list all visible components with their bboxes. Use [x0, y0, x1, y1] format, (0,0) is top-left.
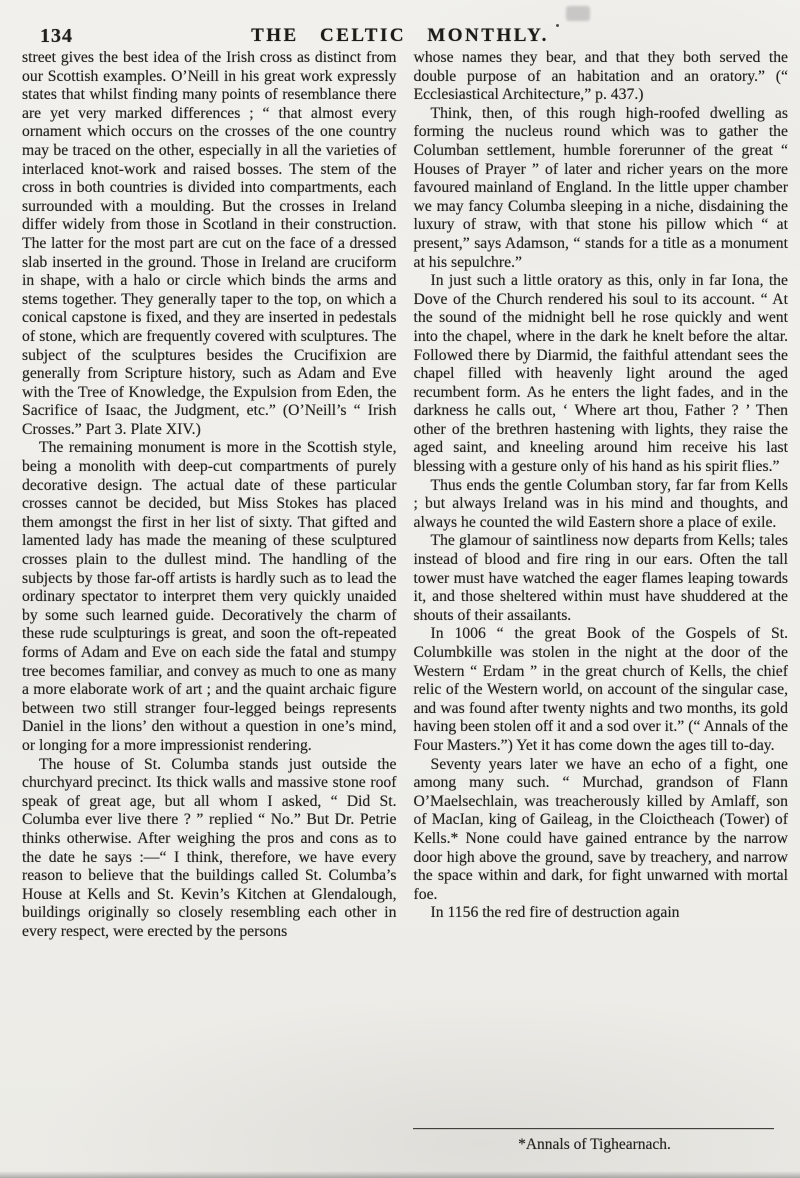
left-column [22, 49, 397, 942]
paragraph: street gives the best idea of the Irish cross as distinct from our Scottish examples. O’Neill in his great work expressly states that whilst finding many points of resemblance there are yet very marked differences ; “ that almost every ornament which occurs on the crosses of the one country may be traced on the other, especially in all the varieties of interlaced knot-work and raised bosses. The stem of the cross in both countries is divided into compartments, each surrounded with a moulding. But the crosses in Ireland differ widely from those in Scotland in their construction. The latter for the most part are cut on the face of a dressed slab inserted in the ground. Those in Ireland are cruciform in shape, with a halo or circle which binds the arms and stems together. They generally taper to the top, on which a conical capstone is fixed, and they are inserted in pedestals of stone, which are frequently covered with sculptures. The subject of the sculptures besides the Crucifixion are generally from Scripture history, such as Adam and Eve with the Tree of Knowledge, the Expulsion from Eden, the Sacrifice of Isaac, the Judgment, etc.” (O’Neill’s “ Irish Crosses.” Part 3. Plate XIV.) [22, 49, 397, 438]
footnote-rule [413, 1128, 774, 1129]
paragraph: Seventy years later we have an echo of a fight, one among many such. “ Murchad, grandson of Flann O’Maelsechlain, was treacherously killed by Amlaff, son of MacIan, king of Gaileag, in the Cloictheach (Tower) of Kells.* None could have gained entrance by the narrow door high above the ground, save by treachery, and narrow the space within and dark, for fight unwarned with mortal foe. [413, 755, 788, 903]
paragraph: whose names they bear, and that they both served the double purpose of an habitation and an oratory.” (“ Ecclesiastical Architecture,” p. 437.) [413, 49, 788, 104]
paragraph: In just such a little oratory as this, only in far Iona, the Dove of the Church rendered his soul to its account. “ At the sound of the midnight bell he rose quickly and went into the chapel, where in the dark he knelt before the altar. Followed there by Diarmid, the faithful attendant sees the chapel filled with heavenly light around the aged recumbent form. As he enters the light fades, and in the darkness he calls out, ‘ Where art thou, Father ? ’ Then other of the brethren hastening with lights, they raise the aged saint, and kneeling around him receive his last blessing with a gesture only of his hand as his spirit flies.” [413, 272, 788, 476]
ink-smudge [566, 6, 590, 21]
page-number: 134 [40, 25, 73, 47]
paragraph: Think, then, of this rough high-roofed dwelling as forming the nucleus round which was to gather the Columban settlement, humble forerunner of the great “ Houses of Prayer ” of later and richer years on the more favoured mainland of England. In the little upper chamber we may fancy Columba sleeping in a niche, disdaining the luxury of straw, with that stone his pillow which “ at present,” says Adamson, “ stands for a title as a monument at his sepulchre.” [413, 104, 788, 271]
right-column [414, 49, 789, 942]
paragraph: In 1006 “ the great Book of the Gospels of St. Columbkille was stolen in the night at the door of the Western “ Erdam ” in the great church of Kells, the chief relic of the Western world, on account of the singular case, and was found after twenty nights and two months, its gold having been stolen off it and a sod over it.” (“ Annals of the Four Masters.”) Yet it has come down the ages till to-day. [413, 625, 788, 754]
footnote [413, 1128, 776, 1154]
paragraph: The remaining monument is more in the Scottish style, being a monolith with deep-cut compartments of purely decorative design. The actual date of these particular crosses cannot be decided, but Miss Stokes has placed them amongst the first in her list of sixty. That gifted and lamented lady has made the meaning of these sculptured crosses plain to the dullest mind. The handling of the subjects by those far-off artists is hardly such as to lead the ordinary spectator to interpret them very quickly unaided by some such learned guide. Decoratively the charm of these rude sculpturings is great, and soon the oft-repeated forms of Adam and Eve on each side the fatal and stumpy tree becomes familiar, and convey as much to one as many a more elaborate work of art ; and the quaint archaic figure between two still stranger four-legged beings represents Daniel in the lions’ den without a question in one’s mind, or longing for a more impressionist rendering. [22, 439, 397, 754]
paragraph: In 1156 the red fire of destruction again [430, 904, 680, 922]
footnote-text: *Annals of Tighearnach. [518, 1136, 671, 1153]
paragraph: The glamour of saintliness now departs from Kells; tales instead of blood and fire ring in our ears. Often the tall tower must have watched the eager flames leaping towards it, and those sheltered within must have shuddered at the shouts of their assailants. [413, 532, 788, 624]
text-columns [22, 49, 788, 942]
scan-edge-shadow [0, 1171, 800, 1178]
paragraph: Thus ends the gentle Columban story, far far from Kells ; but always Ireland was in his mind and thoughts, and always he counted the wild Eastern shore a place of exile. [413, 476, 788, 531]
running-title: THE CELTIC MONTHLY. [251, 25, 549, 46]
paragraph: The house of St. Columba stands just outside the churchyard precinct. Its thick walls and massive stone roof speak of great age, but all whom I asked, “ Did St. Columba ever live there ? ” replied “ No.” But Dr. Petrie thinks otherwise. After weighing the pros and cons as to the date he says :—“ I think, therefore, we have every reason to believe that the buildings called St. Columba’s House at Kells and St. Kevin’s Kitchen at Glendalough, buildings originally so closely resembling each other in every respect, were erected by the persons [22, 755, 397, 940]
ink-dot [556, 24, 559, 27]
